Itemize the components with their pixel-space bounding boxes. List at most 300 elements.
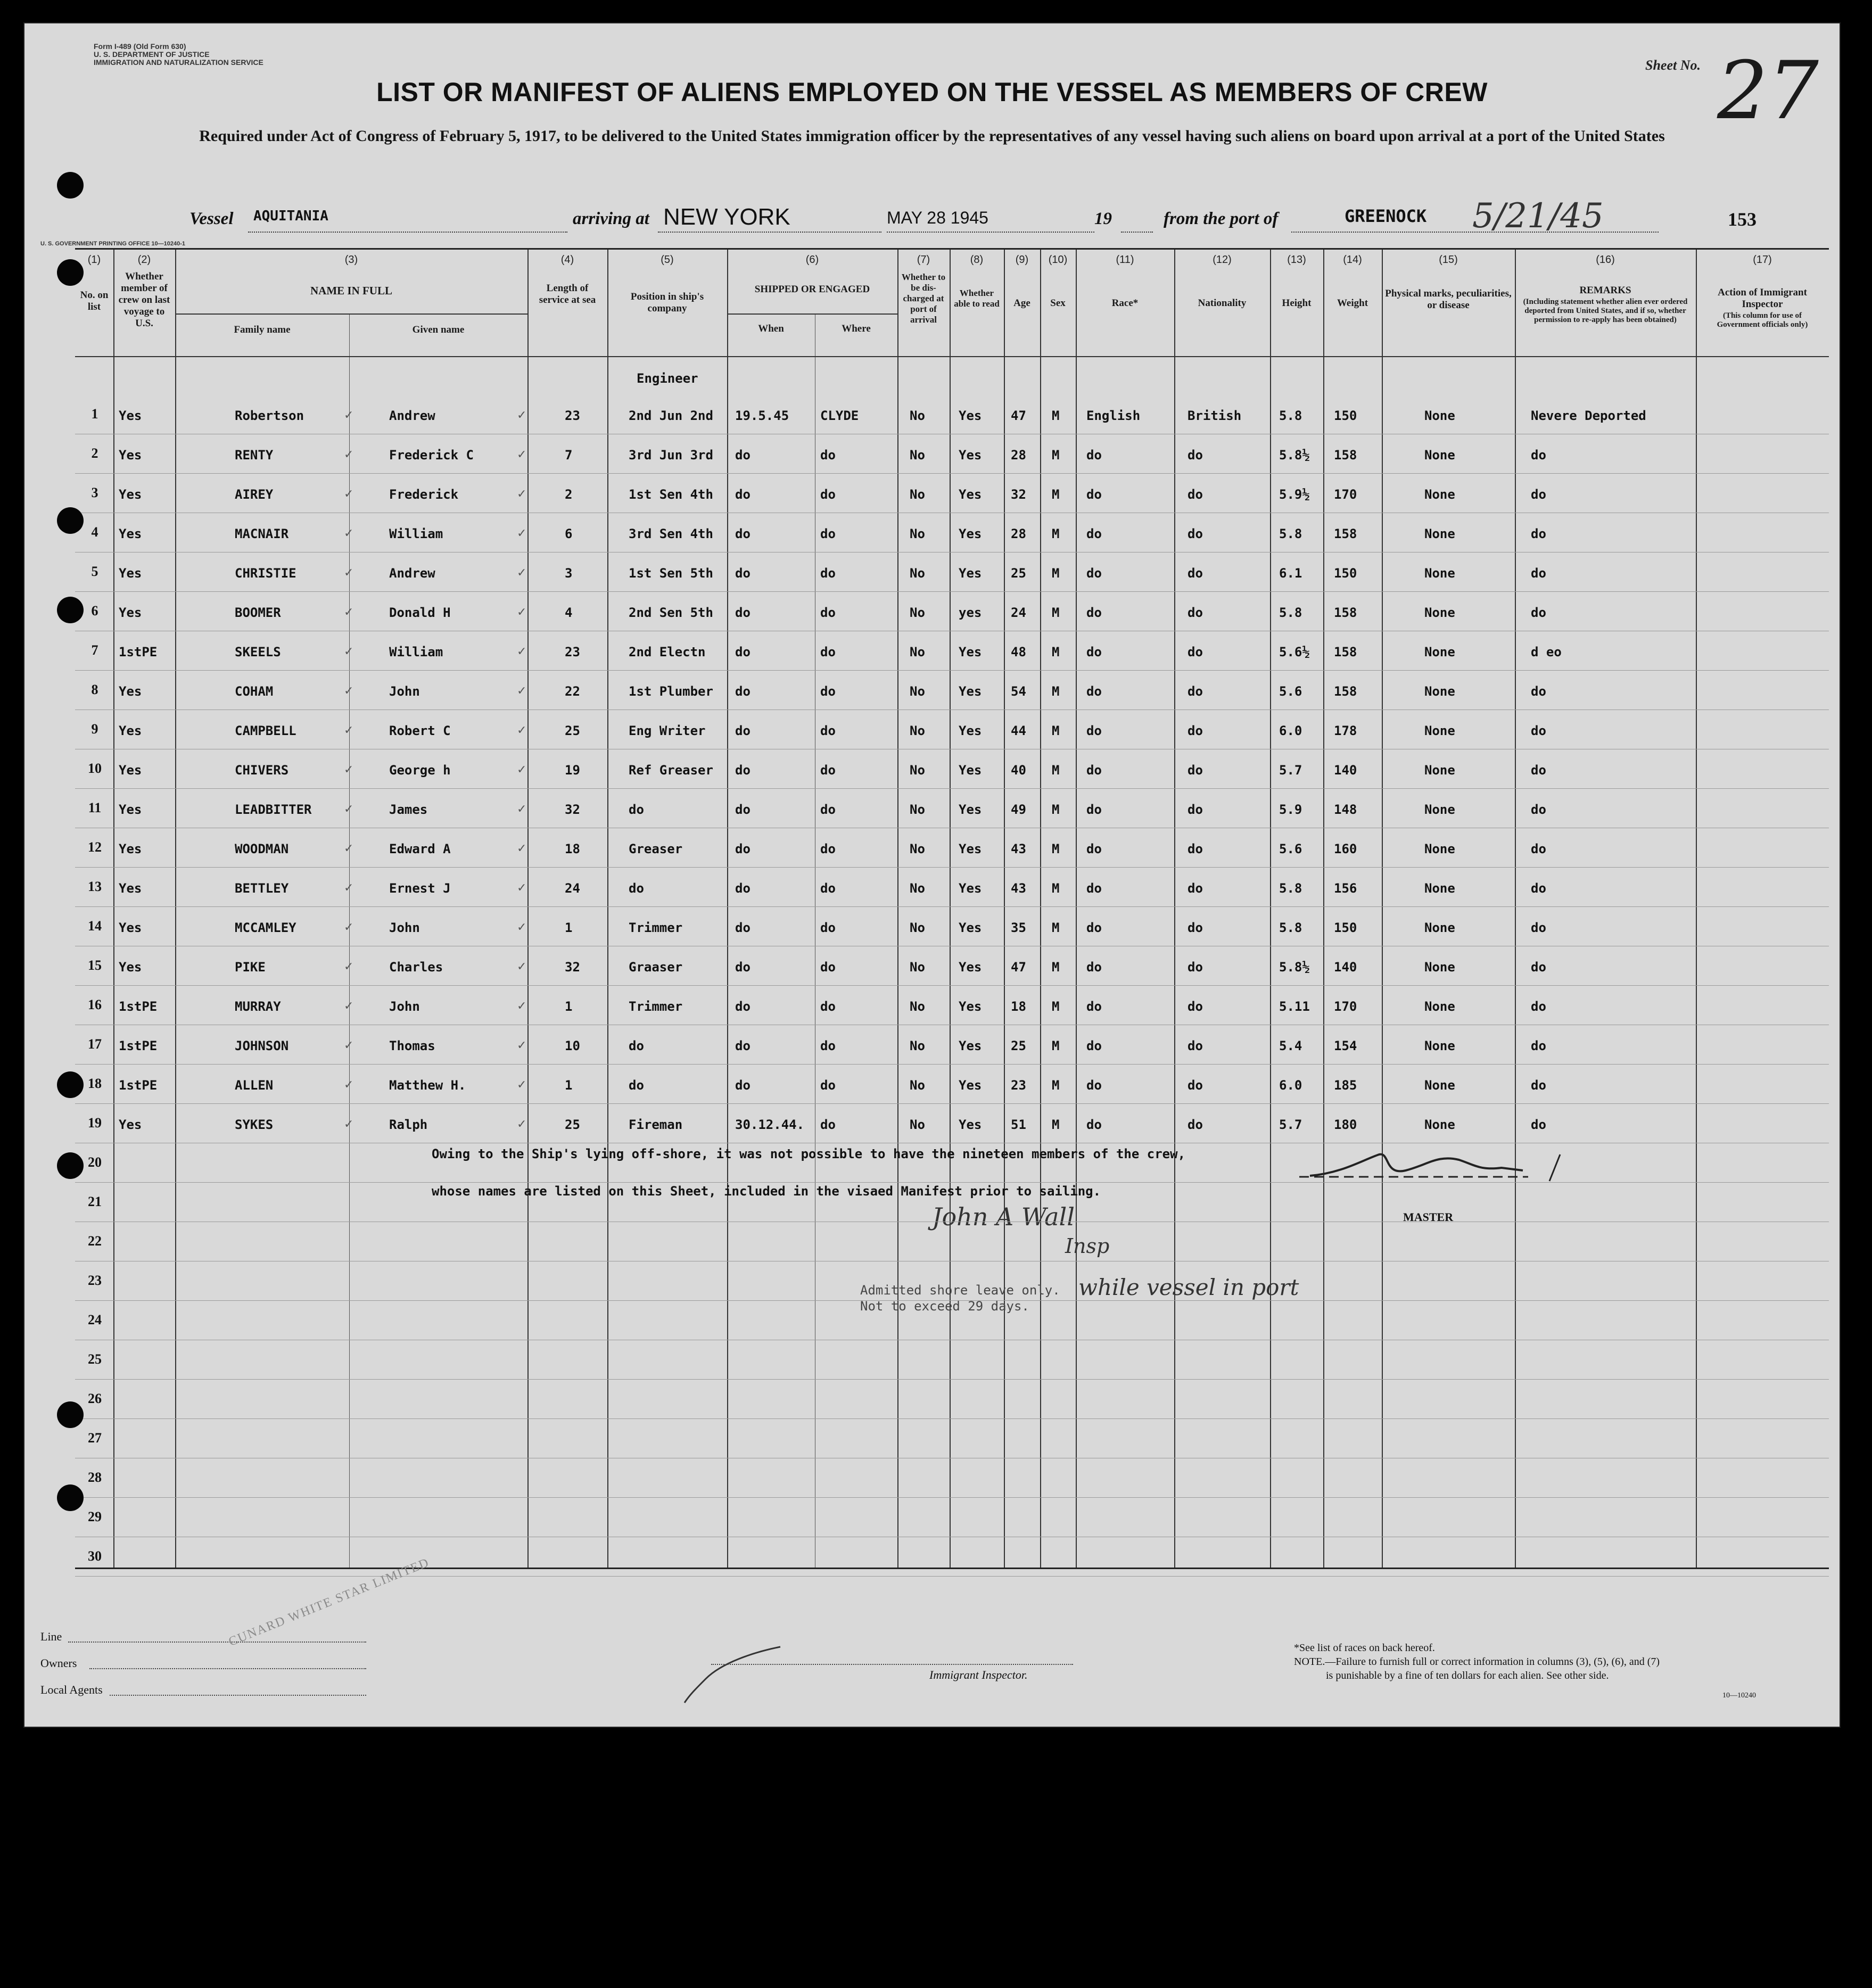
cell-sex: M: [1052, 684, 1060, 699]
cell-given-name: Donald H: [389, 605, 451, 620]
check-mark-icon: ✓: [517, 487, 527, 500]
cell-read: Yes: [959, 802, 982, 817]
cell-physical: None: [1424, 999, 1455, 1014]
cell-when: do: [735, 566, 751, 581]
cell-family-name: SKEELS: [235, 645, 281, 659]
cell-length-service: 18: [565, 842, 580, 856]
cell-where: do: [820, 566, 836, 581]
row-rule: [75, 1379, 1829, 1380]
cell-where: do: [820, 920, 836, 935]
cell-position: 2nd Sen 5th: [629, 605, 713, 620]
cell-position: 2nd Electn: [629, 645, 706, 659]
cell-length-service: 1: [565, 999, 573, 1014]
cell-age: 43: [1011, 881, 1026, 896]
cell-where: CLYDE: [820, 408, 859, 423]
hdr-weight: Weight: [1337, 298, 1368, 309]
cell-height: 5.4: [1279, 1038, 1302, 1053]
hdr-position: Position in ship's company: [630, 291, 704, 314]
check-mark-icon: ✓: [344, 1078, 354, 1091]
cell-remarks: do: [1531, 960, 1546, 975]
cell-physical: None: [1424, 448, 1455, 463]
cell-member: Yes: [119, 723, 142, 738]
row-number: 17: [88, 1036, 102, 1052]
hdr-member: Whether member of crew on last voyage to U.S.: [118, 271, 170, 329]
hdr-nationality: Nationality: [1198, 298, 1247, 309]
cell-nationality: do: [1187, 723, 1203, 738]
punch-hole: [57, 1484, 84, 1511]
colnum-14: (14): [1343, 254, 1362, 266]
cell-read: Yes: [959, 526, 982, 541]
cell-member: Yes: [119, 448, 142, 463]
cell-remarks: do: [1531, 1117, 1546, 1132]
cell-height: 6.1: [1279, 566, 1302, 581]
cell-given-name: Charles: [389, 960, 443, 975]
row-number: 2: [91, 446, 98, 461]
cell-position: Trimmer: [629, 999, 683, 1014]
row-number: 26: [88, 1391, 102, 1406]
table-row: [75, 483, 1829, 522]
cell-length-service: 25: [565, 723, 580, 738]
cell-length-service: 10: [565, 1038, 580, 1053]
cell-where: do: [820, 1078, 836, 1093]
row-rule: [75, 788, 1829, 789]
row-number: 29: [88, 1509, 102, 1524]
cell-read: Yes: [959, 999, 982, 1014]
cell-height: 5.6½: [1279, 645, 1310, 659]
cell-remarks: do: [1531, 881, 1546, 896]
cell-when: do: [735, 763, 751, 778]
cell-race: do: [1086, 645, 1102, 659]
cell-position: do: [629, 1038, 644, 1053]
cell-family-name: ALLEN: [235, 1078, 274, 1093]
admitted-shore-leave: Admitted shore leave only.: [860, 1283, 1060, 1298]
cell-given-name: James: [389, 802, 428, 817]
cell-family-name: CHIVERS: [235, 763, 289, 778]
cell-discharged: No: [910, 408, 925, 423]
check-mark-icon: ✓: [517, 1038, 527, 1052]
cell-member: Yes: [119, 487, 142, 502]
cell-member: 1stPE: [119, 999, 158, 1014]
check-mark-icon: ✓: [517, 723, 527, 737]
table-row: [75, 680, 1829, 719]
check-mark-icon: ✓: [344, 999, 354, 1012]
check-mark-icon: ✓: [517, 645, 527, 658]
cell-position: 3rd Sen 4th: [629, 526, 713, 541]
cell-age: 35: [1011, 920, 1026, 935]
manifest-sheet: [23, 22, 1841, 1728]
cell-weight: 154: [1334, 1038, 1357, 1053]
cell-discharged: No: [910, 566, 925, 581]
cell-position: Ref Greaser: [629, 763, 713, 778]
cell-discharged: No: [910, 448, 925, 463]
cell-where: do: [820, 526, 836, 541]
cell-when: do: [735, 645, 751, 659]
cell-family-name: BETTLEY: [235, 881, 289, 896]
cell-weight: 158: [1334, 526, 1357, 541]
row-rule: [75, 1497, 1829, 1498]
cell-member: 1stPE: [119, 645, 158, 659]
check-mark-icon: ✓: [344, 487, 354, 500]
cell-length-service: 4: [565, 605, 573, 620]
cell-sex: M: [1052, 881, 1060, 896]
cell-discharged: No: [910, 1038, 925, 1053]
arriving-port: NEW YORK: [663, 204, 790, 230]
footer-line-rule: [68, 1641, 366, 1643]
cell-where: do: [820, 605, 836, 620]
cell-length-service: 3: [565, 566, 573, 581]
page-subtitle: Required under Act of Congress of February 5, 1917, to be delivered to the United States immigration officer by the representatives of any vessel having such aliens on board upon arrival at a port of the United States: [199, 127, 1665, 145]
cell-weight: 158: [1334, 684, 1357, 699]
cell-when: do: [735, 999, 751, 1014]
row-rule: [75, 1064, 1829, 1065]
check-mark-icon: ✓: [344, 605, 354, 618]
cell-length-service: 1: [565, 1078, 573, 1093]
cell-race: do: [1086, 842, 1102, 856]
colnum-11: (11): [1116, 254, 1134, 266]
cell-member: Yes: [119, 1117, 142, 1132]
punch-hole: [57, 597, 84, 623]
cell-weight: 150: [1334, 920, 1357, 935]
cell-discharged: No: [910, 723, 925, 738]
cell-weight: 148: [1334, 802, 1357, 817]
colnum-13: (13): [1287, 254, 1306, 266]
row-number: 12: [88, 839, 102, 855]
cell-remarks: do: [1531, 487, 1546, 502]
cell-nationality: do: [1187, 487, 1203, 502]
cell-sex: M: [1052, 605, 1060, 620]
colnum-2: (2): [137, 254, 151, 266]
cell-length-service: 24: [565, 881, 580, 896]
cell-sex: M: [1052, 763, 1060, 778]
cell-nationality: do: [1187, 1117, 1203, 1132]
cell-physical: None: [1424, 487, 1455, 502]
cell-race: do: [1086, 566, 1102, 581]
cell-sex: M: [1052, 960, 1060, 975]
arrival-date: MAY 28 1945: [887, 208, 988, 227]
sheet-number-value: 27: [1717, 45, 1819, 137]
cell-family-name: CAMPBELL: [235, 723, 296, 738]
cell-where: do: [820, 881, 836, 896]
cell-discharged: No: [910, 645, 925, 659]
cell-nationality: do: [1187, 684, 1203, 699]
cell-position: do: [629, 1078, 644, 1093]
vessel-line: [248, 232, 567, 233]
cell-family-name: MURRAY: [235, 999, 281, 1014]
cell-length-service: 2: [565, 487, 573, 502]
cell-length-service: 23: [565, 408, 580, 423]
cell-where: do: [820, 999, 836, 1014]
colnum-8: (8): [970, 254, 984, 266]
cell-sex: M: [1052, 566, 1060, 581]
check-mark-icon: ✓: [344, 842, 354, 855]
cell-physical: None: [1424, 723, 1455, 738]
arriving-label: arriving at: [573, 209, 649, 228]
cell-remarks: do: [1531, 1038, 1546, 1053]
cell-remarks: do: [1531, 802, 1546, 817]
row-rule: [75, 1418, 1829, 1419]
cell-physical: None: [1424, 1038, 1455, 1053]
table-row: [75, 837, 1829, 877]
cell-discharged: No: [910, 802, 925, 817]
date-line: [887, 232, 1094, 233]
cell-discharged: No: [910, 1078, 925, 1093]
hdr-action: Action of Immigrant Inspector: [1718, 287, 1807, 310]
cell-race: do: [1086, 881, 1102, 896]
cell-when: do: [735, 487, 751, 502]
hdr-physical: Physical marks, peculiarities, or disease: [1385, 288, 1512, 311]
cell-read: Yes: [959, 1117, 982, 1132]
cell-member: Yes: [119, 920, 142, 935]
cell-given-name: Andrew: [389, 408, 435, 423]
colnum-3: (3): [344, 254, 358, 266]
table-row: [75, 404, 1829, 443]
footer-owners-label: Owners: [40, 1656, 77, 1670]
cell-physical: None: [1424, 1117, 1455, 1132]
table-row: [75, 995, 1829, 1034]
cell-family-name: SYKES: [235, 1117, 274, 1132]
cell-sex: M: [1052, 1078, 1060, 1093]
cell-nationality: do: [1187, 1078, 1203, 1093]
check-mark-icon: ✓: [517, 802, 527, 815]
cell-discharged: No: [910, 605, 925, 620]
cell-position: do: [629, 802, 644, 817]
cell-height: 5.8: [1279, 881, 1302, 896]
row-number: 1: [91, 406, 98, 422]
colnum-10: (10): [1048, 254, 1068, 266]
hdr-discharged: Whether to be dis-charged at port of arrival: [901, 272, 946, 325]
punch-hole: [57, 1071, 84, 1098]
check-mark-icon: ✓: [344, 881, 354, 894]
check-mark-icon: ✓: [344, 1038, 354, 1052]
cell-position: 1st Sen 4th: [629, 487, 713, 502]
check-mark-icon: ✓: [517, 1117, 527, 1131]
cell-family-name: WOODMAN: [235, 842, 289, 856]
cell-age: 49: [1011, 802, 1026, 817]
punch-hole: [57, 1152, 84, 1179]
cell-age: 32: [1011, 487, 1026, 502]
cell-given-name: Robert C: [389, 723, 451, 738]
cell-physical: None: [1424, 566, 1455, 581]
note-line-2: whose names are listed on this Sheet, included in the visaed Manifest prior to sailing.: [432, 1184, 1101, 1199]
cell-member: Yes: [119, 605, 142, 620]
cell-where: do: [820, 684, 836, 699]
row-number: 20: [88, 1154, 102, 1170]
cell-read: Yes: [959, 408, 982, 423]
immigrant-inspector-label: Immigrant Inspector.: [929, 1668, 1028, 1681]
cell-where: do: [820, 1117, 836, 1132]
row-number: 13: [88, 879, 102, 894]
footnote-races: *See list of races on back hereof.: [1294, 1642, 1435, 1654]
cell-when: do: [735, 881, 751, 896]
cell-family-name: PIKE: [235, 960, 266, 975]
cell-length-service: 19: [565, 763, 580, 778]
company-stamp: CUNARD WHITE STAR LIMITED: [227, 1555, 432, 1649]
hdr-where: Where: [842, 323, 871, 334]
cell-nationality: do: [1187, 1038, 1203, 1053]
cell-weight: 156: [1334, 881, 1357, 896]
cell-given-name: Edward A: [389, 842, 451, 856]
cell-weight: 170: [1334, 999, 1357, 1014]
cell-age: 43: [1011, 842, 1026, 856]
check-mark-icon: ✓: [517, 566, 527, 579]
footer-owners-rule: [89, 1668, 366, 1669]
cell-remarks: do: [1531, 566, 1546, 581]
punch-hole: [57, 172, 84, 199]
cell-position: 2nd Jun 2nd: [629, 408, 713, 423]
cell-length-service: 23: [565, 645, 580, 659]
colnum-17: (17): [1753, 254, 1772, 266]
cell-given-name: William: [389, 526, 443, 541]
cell-nationality: do: [1187, 960, 1203, 975]
cell-race: do: [1086, 802, 1102, 817]
cell-height: 5.8½: [1279, 960, 1310, 975]
hdr-read: Whether able to read: [954, 288, 1000, 309]
row-number: 21: [88, 1194, 102, 1209]
cell-read: yes: [959, 605, 982, 620]
cell-given-name: Ralph: [389, 1117, 428, 1132]
row-number: 6: [91, 603, 98, 618]
cell-weight: 140: [1334, 960, 1357, 975]
cell-race: do: [1086, 448, 1102, 463]
row-number: 24: [88, 1312, 102, 1327]
row-rule: [75, 670, 1829, 671]
row-number: 30: [88, 1548, 102, 1564]
cell-length-service: 6: [565, 526, 573, 541]
cell-weight: 158: [1334, 605, 1357, 620]
cell-sex: M: [1052, 1117, 1060, 1132]
cell-position: 1st Plumber: [629, 684, 713, 699]
cell-physical: None: [1424, 408, 1455, 423]
row-number: 25: [88, 1351, 102, 1367]
cell-when: do: [735, 920, 751, 935]
check-mark-icon: ✓: [517, 763, 527, 776]
colnum-16: (16): [1596, 254, 1615, 266]
name-subheader-line: [175, 314, 527, 315]
arriving-line: [658, 232, 881, 233]
cell-when: do: [735, 526, 751, 541]
row-number: 22: [88, 1233, 102, 1249]
row-rule: [75, 985, 1829, 986]
cell-weight: 160: [1334, 842, 1357, 856]
cell-sex: M: [1052, 526, 1060, 541]
cell-discharged: No: [910, 999, 925, 1014]
cell-family-name: COHAM: [235, 684, 274, 699]
cell-when: do: [735, 1078, 751, 1093]
cell-nationality: do: [1187, 999, 1203, 1014]
cell-sex: M: [1052, 802, 1060, 817]
hdr-sex: Sex: [1050, 298, 1066, 309]
cell-given-name: Frederick C: [389, 448, 474, 463]
cell-when: do: [735, 723, 751, 738]
handwritten-addition: while vessel in port: [1078, 1274, 1299, 1300]
cell-where: do: [820, 960, 836, 975]
cell-given-name: George h: [389, 763, 451, 778]
cell-height: 5.6: [1279, 842, 1302, 856]
cell-read: Yes: [959, 487, 982, 502]
cell-weight: 150: [1334, 408, 1357, 423]
cell-physical: None: [1424, 842, 1455, 856]
cell-given-name: John: [389, 999, 420, 1014]
cell-where: do: [820, 1038, 836, 1053]
cell-height: 5.6: [1279, 684, 1302, 699]
cell-family-name: Robertson: [235, 408, 304, 423]
year-label: 19: [1094, 209, 1112, 228]
cell-where: do: [820, 723, 836, 738]
row-number: 8: [91, 682, 98, 697]
row-number: 4: [91, 524, 98, 540]
hdr-shipped: SHIPPED OR ENGAGED: [754, 284, 870, 295]
cell-position: Fireman: [629, 1117, 683, 1132]
table-row: [75, 562, 1829, 601]
cell-weight: 158: [1334, 645, 1357, 659]
cell-member: 1stPE: [119, 1038, 158, 1053]
cell-member: 1stPE: [119, 1078, 158, 1093]
row-rule: [75, 867, 1829, 868]
check-mark-icon: ✓: [344, 920, 354, 934]
page-number: 153: [1728, 209, 1756, 230]
cell-when: do: [735, 802, 751, 817]
cell-read: Yes: [959, 566, 982, 581]
check-mark-icon: ✓: [344, 802, 354, 815]
cell-length-service: 22: [565, 684, 580, 699]
cell-when: do: [735, 605, 751, 620]
cell-weight: 170: [1334, 487, 1357, 502]
cell-nationality: do: [1187, 605, 1203, 620]
cell-remarks: do: [1531, 999, 1546, 1014]
cell-remarks: do: [1531, 763, 1546, 778]
cell-member: Yes: [119, 881, 142, 896]
cell-age: 47: [1011, 960, 1026, 975]
check-mark-icon: ✓: [344, 684, 354, 697]
table-row: [75, 522, 1829, 562]
cell-age: 18: [1011, 999, 1026, 1014]
hdr-remarks-note: (Including statement whether alien ever ordered deported from United States, and if so, whether permission to re-apply has been obtained): [1523, 298, 1688, 324]
hdr-race: Race*: [1111, 298, 1139, 309]
colnum-4: (4): [560, 254, 574, 266]
colnum-15: (15): [1439, 254, 1458, 266]
cell-sex: M: [1052, 448, 1060, 463]
cell-family-name: LEADBITTER: [235, 802, 312, 817]
form-number: [94, 43, 263, 67]
cell-discharged: No: [910, 881, 925, 896]
row-rule: [75, 473, 1829, 474]
cell-physical: None: [1424, 763, 1455, 778]
cell-read: Yes: [959, 881, 982, 896]
crew-table: [75, 248, 1829, 1569]
cell-member: Yes: [119, 802, 142, 817]
hdr-no-on-list: No. on list: [80, 290, 109, 312]
cell-discharged: No: [910, 763, 925, 778]
row-rule: [75, 1300, 1829, 1301]
colnum-12: (12): [1213, 254, 1232, 266]
cell-race: do: [1086, 763, 1102, 778]
cell-age: 28: [1011, 526, 1026, 541]
cell-physical: None: [1424, 1078, 1455, 1093]
cell-read: Yes: [959, 920, 982, 935]
note-line-1: Owing to the Ship's lying off-shore, it was not possible to have the nineteen members of the crew,: [432, 1146, 1186, 1161]
cell-height: 5.8: [1279, 605, 1302, 620]
hdr-family-name: Family name: [234, 324, 291, 335]
check-mark-icon: ✓: [344, 566, 354, 579]
cell-nationality: do: [1187, 920, 1203, 935]
cell-position: Graaser: [629, 960, 683, 975]
handwritten-date: 5/21/45: [1472, 196, 1604, 236]
cell-given-name: Ernest J: [389, 881, 451, 896]
cell-sex: M: [1052, 408, 1060, 423]
footer-agents-label: Local Agents: [40, 1683, 103, 1696]
check-mark-icon: ✓: [344, 645, 354, 658]
cell-member: Yes: [119, 684, 142, 699]
